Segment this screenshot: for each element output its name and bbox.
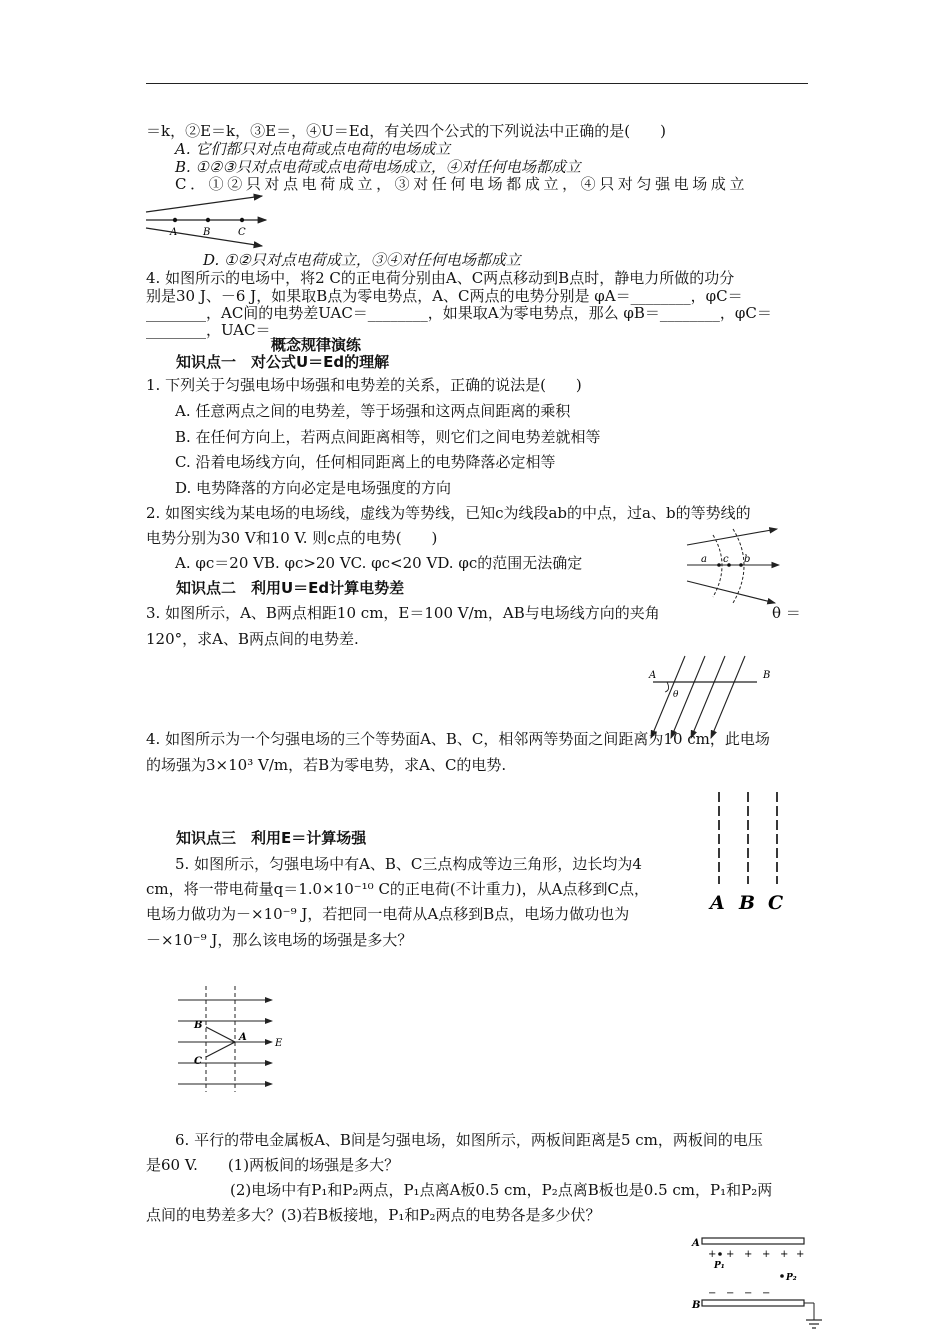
kp2-q3-line1: 3. 如图所示，A、B两点相距10 cm，E＝100 V/m，AB与电场线方向的夹角 [146, 604, 660, 622]
kp3-q6-line3: (2)电场中有P₁和P₂两点，P₁点离A板0.5 cm，P₂点离B板也是0.5 cm，P₁和P₂两 [230, 1181, 773, 1199]
plate-a [702, 1238, 804, 1244]
kp3-title: 知识点三 利用E＝计算场强 [176, 829, 367, 847]
label-c: c [723, 554, 729, 565]
point-p1 [718, 1252, 722, 1256]
kp3-q6-line2: 是60 V. (1)两板间的场强是多大？ [146, 1156, 400, 1174]
plus-4: + [762, 1249, 771, 1260]
q4-prev-line3: ________，AC间的电势差UAC＝________，如果取A为零电势点，那么 φB＝________，φC＝ [146, 304, 772, 322]
formula-line: ＝k，②E＝k，③E＝，④U＝Ed，有关四个公式的下列说法中正确的是( ) [146, 122, 666, 140]
equipotential-planes-figure [706, 790, 786, 915]
point-b [739, 563, 743, 567]
kp1-q1-d: D. 电势降落的方向必定是电场强度的方向 [175, 479, 452, 497]
kp3-q5-line2: cm，将一带电荷量q＝1.0×10⁻¹⁰ C的正电荷(不计重力)，从A点移到C点， [146, 880, 649, 898]
minus-3: − [744, 1288, 753, 1299]
minus-1: − [708, 1288, 717, 1299]
q4-prev-line2: 别是30 J、－6 J，如果取B点为零电势点，A、C两点的电势分别是 φA＝________，φC＝ [146, 287, 743, 305]
point-a [173, 218, 177, 222]
plus-5: + [780, 1249, 789, 1260]
label-b: B [763, 670, 771, 681]
label-plate-a: A [692, 1238, 700, 1249]
point-b [206, 218, 210, 222]
plate-b [702, 1300, 804, 1306]
q4-prev-line1: 4. 如图所示的电场中，将2 C的正电荷分别由A、C两点移动到B点时，静电力所做的功分 [146, 269, 735, 287]
section-title: 概念规律演练 [271, 336, 362, 354]
label-p1: P₁ [714, 1261, 725, 1271]
kp2-q4-line2: 的场强为3×10³ V/m，若B为零电势，求A、C的电势. [146, 756, 507, 774]
point-p2 [780, 1274, 784, 1278]
plus-6: + [796, 1249, 805, 1260]
label-c: C [238, 227, 246, 238]
plus-1: + [708, 1249, 717, 1260]
kp1-q2-line1: 2. 如图实线为某电场的电场线，虚线为等势线，已知c为线段ab的中点，过a、b的等势线的 [146, 504, 751, 522]
kp1-q1-b: B. 在任何方向上，若两点间距离相等，则它们之间电势差就相等 [175, 428, 601, 446]
label-plate-b: B [692, 1300, 701, 1311]
point-a [717, 563, 721, 567]
kp1-q1: 1. 下列关于匀强电场中场强和电势差的关系，正确的说法是( ) [146, 376, 582, 394]
label-b: B [194, 1020, 203, 1031]
label-b: B [739, 892, 756, 914]
label-theta: θ [673, 690, 679, 700]
angle-arc [665, 682, 669, 692]
option-d: D. ①②只对点电荷成立，③④对任何电场都成立 [203, 251, 521, 269]
kp3-q5-line3: 电场力做功为－×10⁻⁹ J，若把同一电荷从A点移到B点，电场力做功也为 [146, 905, 630, 923]
label-c: C [194, 1056, 202, 1067]
kp1-q1-c: C. 沿着电场线方向，任何相同距离上的电势降落必定相等 [175, 453, 556, 471]
kp1-q2-line2: 电势分别为30 V和10 V. 则c点的电势( ) [146, 529, 438, 547]
option-b: B. ①②③只对点电荷或点电荷电场成立，④对任何电场都成立 [175, 158, 581, 176]
kp3-q5-line1: 5. 如图所示，匀强电场中有A、B、C三点构成等边三角形，边长均为4 [175, 855, 642, 873]
option-a: A. 它们都只对点电荷或点电荷的电场成立 [175, 140, 451, 158]
q4-prev-line4: ________，UAC＝________ [146, 321, 331, 339]
header-rule [146, 83, 808, 84]
field-line-1 [687, 529, 777, 545]
kp2-q4-line1: 4. 如图所示为一个匀强电场的三个等势面A、B、C，相邻两等势面之间距离为10 cm，此电场 [146, 730, 770, 748]
kp3-q6-line1: 6. 平行的带电金属板A、B间是匀强电场，如图所示，两板间距离是5 cm，两板间的电压 [175, 1131, 763, 1149]
field-line-1 [651, 656, 685, 738]
kp2-q3-theta: θ ＝ [772, 604, 801, 622]
label-a: A [239, 1032, 247, 1043]
option-c: C．①②只对点电荷成立，③对任何电场都成立，④只对匀强电场成立 [175, 175, 749, 193]
minus-4: − [762, 1288, 771, 1299]
label-b: B [203, 227, 211, 238]
kp2-q3-line2: 120°，求A、B两点间的电势差. [146, 630, 359, 648]
equipotential-figure [683, 525, 783, 605]
label-a: A [649, 670, 657, 681]
kp2-title: 知识点二 利用U＝Ed计算电势差 [176, 579, 405, 597]
field-line-upper [146, 196, 262, 212]
kp1-q1-a: A. 任意两点之间的电势差，等于场强和这两点间距离的乘积 [175, 402, 571, 420]
plus-2: + [726, 1249, 735, 1260]
triangle-field-figure [176, 984, 296, 1094]
field-line-3 [687, 581, 775, 603]
parallel-plates-figure [690, 1234, 825, 1334]
kp1-q2-options: A. φc＝20 VB. φc>20 VC. φc<20 VD. φc的范围无法确定 [175, 554, 583, 572]
field-line-4 [711, 656, 745, 738]
minus-2: − [726, 1288, 735, 1299]
label-c: C [768, 892, 784, 914]
label-a: A [710, 892, 725, 914]
label-b: b [744, 554, 751, 565]
label-a: A [170, 227, 178, 238]
point-c [240, 218, 244, 222]
plus-3: + [744, 1249, 753, 1260]
label-a: a [701, 554, 707, 565]
kp3-q5-line4: －×10⁻⁹ J，那么该电场的场强是多大？ [146, 931, 413, 949]
label-e: E [275, 1038, 283, 1049]
label-p2: P₂ [786, 1273, 797, 1283]
kp1-title: 知识点一 对公式U＝Ed的理解 [176, 353, 390, 371]
kp3-q6-line4: 点间的电势差多大？(3)若B板接地，P₁和P₂两点的电势各是多少伏？ [146, 1206, 601, 1224]
field-line-3 [691, 656, 725, 738]
field-lines-figure [142, 194, 272, 254]
